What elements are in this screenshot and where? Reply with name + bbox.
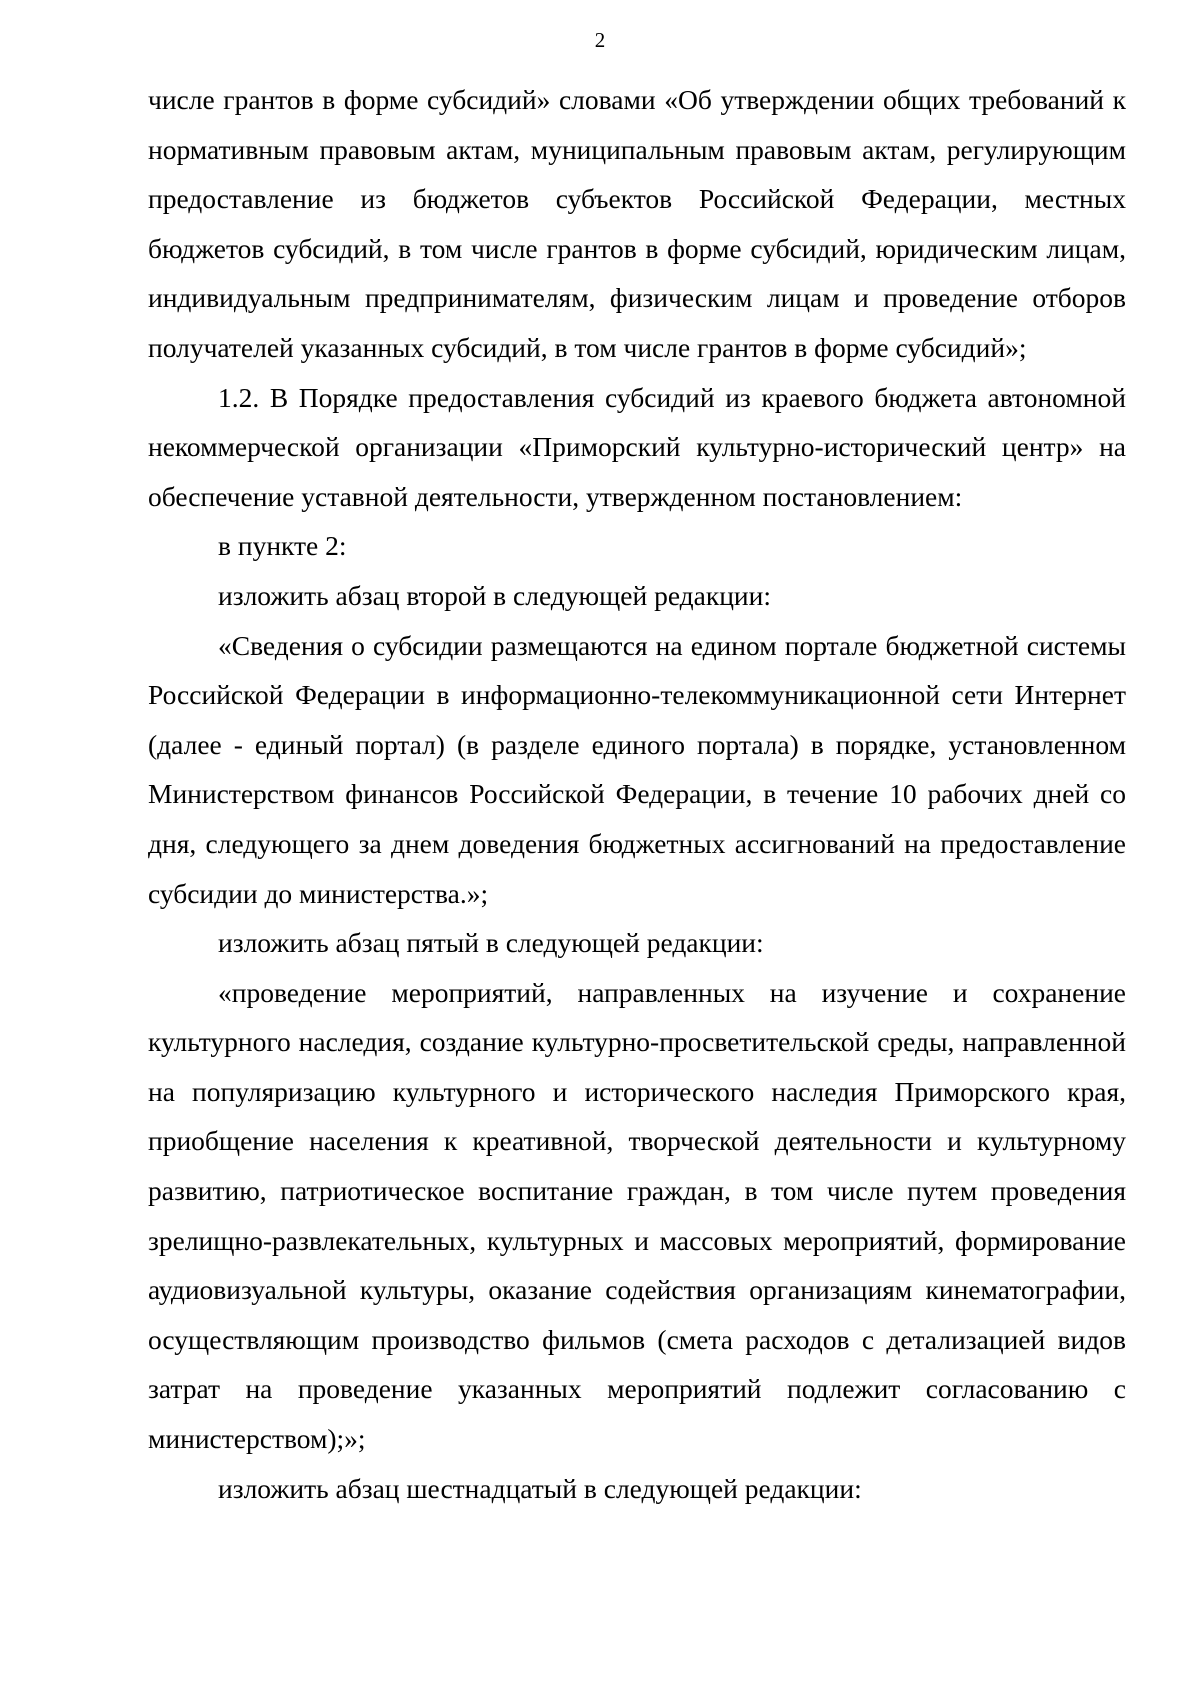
paragraph-item-1-2: 1.2. В Порядке предоставления субсидий из краевого бюджета автономной некоммерческой организации «Приморский культурно-исторический центр» на обеспечение уставной деятельности, утвержденном постановлением:	[148, 381, 1126, 512]
paragraph-subsidy-info: «Сведения о субсидии размещаются на едином портале бюджетной системы Российской Федерации в информационно-телекоммуникационной сети Интернет (далее - единый портал) (в разделе единого портала) в порядке, установленном Министерством финансов Российской Федерации, в течение 10 рабочих дней со дня, следующего за днем доведения бюджетных ассигнований на предоставление субсидии до министерства.»;	[148, 629, 1126, 909]
paragraph-events: «проведение мероприятий, направленных на изучение и сохранение культурного наследия, создание культурно-просветительской среды, направленной на популяризацию культурного и исторического наследия Приморского края, приобщение населения к креативной, творческой деятельности и культурному развитию, патриотическое воспитание граждан, в том числе путем проведения зрелищно-развлекательных, культурных и массовых мероприятий, формирование аудиовизуальной культуры, оказание содействия организациям кинематографии, осуществляющим производство фильмов (смета расходов с детализацией видов затрат на проведение указанных мероприятий подлежит согласованию с министерством);»;	[148, 976, 1126, 1455]
paragraph-point-2: в пункте 2:	[218, 530, 347, 562]
paragraph-continuation: числе грантов в форме субсидий» словами «Об утверждении общих требований к нормативным правовым актам, муниципальным правовым актам, регулирующим предоставление из бюджетов субъектов Российской Федерации, местных бюджетов субсидий, в том числе грантов в форме субсидий, юридическим лицам, индивидуальным предпринимателям, физическим лицам и проведение отборов получателей указанных субсидий, в том числе грантов в форме субсидий»;	[148, 84, 1126, 363]
document-body	[148, 75, 1126, 1513]
paragraph-amend-sixteenth: изложить абзац шестнадцатый в следующей редакции:	[218, 1472, 862, 1504]
paragraph-amend-fifth: изложить абзац пятый в следующей редакции:	[218, 927, 764, 959]
page-number: 2	[594, 28, 606, 52]
paragraph-amend-second: изложить абзац второй в следующей редакции:	[218, 579, 772, 611]
